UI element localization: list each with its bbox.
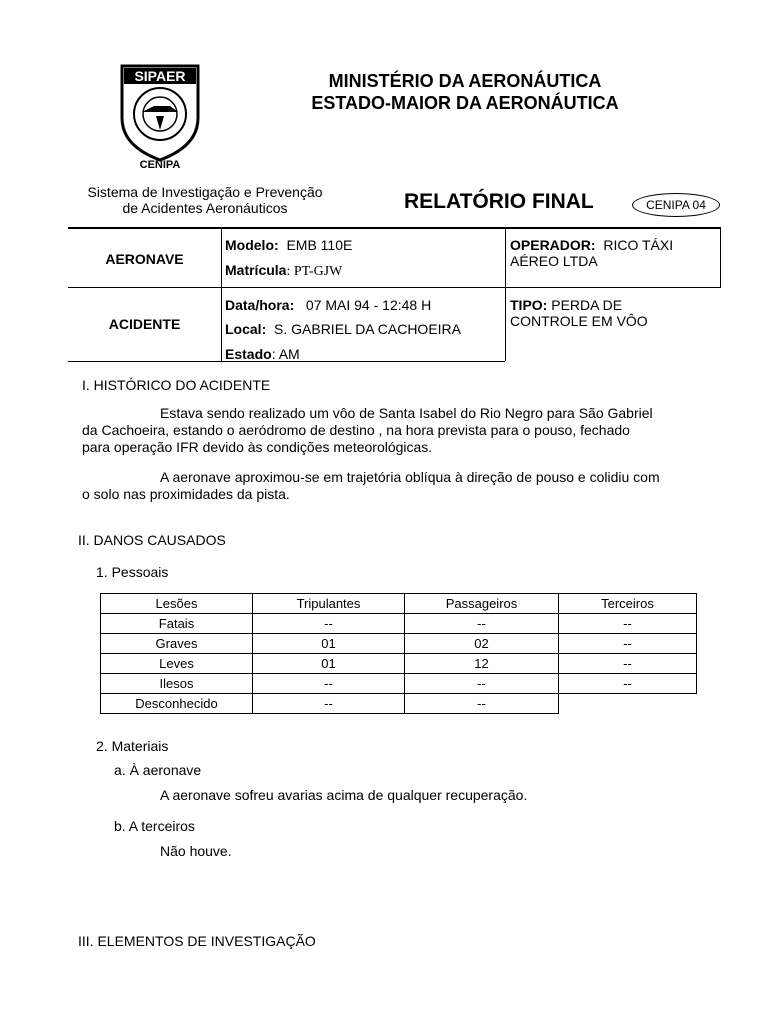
materiais-heading: 2. Materiais xyxy=(96,738,169,754)
section-1-title: I. HISTÓRICO DO ACIDENTE xyxy=(82,377,271,393)
table-row xyxy=(101,694,697,714)
section-3-title: III. ELEMENTOS DE INVESTIGAÇÃO xyxy=(78,933,316,949)
local-value: S. GABRIEL DA CACHOEIRA xyxy=(274,321,461,337)
table-cell: -- xyxy=(559,614,697,634)
table-header-row xyxy=(101,594,697,614)
matricula-label: Matrícula xyxy=(225,262,287,278)
table-cell: -- xyxy=(559,674,697,694)
table-cell: Leves xyxy=(101,654,253,674)
summary-mid-rule xyxy=(68,287,721,288)
summary-divider-2 xyxy=(505,228,506,361)
table-cell: 01 xyxy=(253,634,405,654)
tipo-value-2: CONTROLE EM VÔO xyxy=(510,313,648,329)
table-cell: Graves xyxy=(101,634,253,654)
injury-table xyxy=(100,593,697,714)
modelo-value: EMB 110E xyxy=(286,237,353,253)
table-cell: Fatais xyxy=(101,614,253,634)
ministry-heading xyxy=(240,70,690,114)
terceiros-subheading: b. A terceiros xyxy=(114,818,195,834)
table-cell: Ilesos xyxy=(101,674,253,694)
modelo-field xyxy=(225,237,352,253)
p1-line-1: Estava sendo realizado um vôo de Santa Isabel do Rio Negro para São Gabriel xyxy=(160,405,653,421)
table-cell: -- xyxy=(253,674,405,694)
summary-divider-1 xyxy=(221,228,222,361)
table-cell: -- xyxy=(559,654,697,674)
section-2-title: II. DANOS CAUSADOS xyxy=(78,532,226,548)
table-row xyxy=(101,614,697,634)
logo-bottom-text: CENIPA xyxy=(139,159,181,170)
datahora-label: Data/hora: xyxy=(225,297,295,313)
terceiros-damage-text: Não houve. xyxy=(160,843,232,859)
section-1-paragraph-2 xyxy=(82,469,716,503)
table-row xyxy=(101,634,697,654)
table-header-cell: Tripulantes xyxy=(253,594,405,614)
pessoais-heading: 1. Pessoais xyxy=(96,564,169,580)
cenipa-badge: CENIPA 04 xyxy=(632,193,720,217)
table-cell: -- xyxy=(405,694,559,714)
table-cell: -- xyxy=(559,634,697,654)
estado-field xyxy=(225,346,300,362)
modelo-label: Modelo: xyxy=(225,237,279,253)
acidente-label: ACIDENTE xyxy=(108,316,181,332)
table-header-cell: Lesões xyxy=(101,594,253,614)
operador-field xyxy=(510,237,715,269)
p1-line-3: para operação IFR devido às condições meteorológicas. xyxy=(82,439,433,455)
aeronave-label: AERONAVE xyxy=(105,251,184,267)
system-line-2: de Acidentes Aeronáuticos xyxy=(122,200,288,216)
table-cell: -- xyxy=(405,674,559,694)
summary-right-edge xyxy=(720,228,721,288)
aeronave-damage-text: A aeronave sofreu avarias acima de qualquer recuperação. xyxy=(160,787,528,803)
p1-line-2: da Cachoeira, estando o aeródromo de destino , na hora prevista para o pouso, fechado xyxy=(82,422,630,438)
summary-top-rule xyxy=(68,227,721,229)
matricula-value: : PT-GJW xyxy=(286,264,343,279)
tipo-label: TIPO: xyxy=(510,297,548,313)
table-cell: 01 xyxy=(253,654,405,674)
logo-top-text: SIPAER xyxy=(134,68,186,84)
section-1-paragraph-1 xyxy=(82,405,716,456)
table-cell: -- xyxy=(253,614,405,634)
table-cell: 02 xyxy=(405,634,559,654)
datahora-field xyxy=(225,297,431,313)
tipo-value-1: PERDA DE xyxy=(551,297,623,313)
table-cell: -- xyxy=(405,614,559,634)
table-row xyxy=(101,654,697,674)
report-title: RELATÓRIO FINAL xyxy=(404,190,594,213)
system-name xyxy=(70,184,340,216)
sipaer-cenipa-logo xyxy=(110,60,210,170)
estado-label: Estado xyxy=(225,346,272,362)
operador-label: OPERADOR: xyxy=(510,237,596,253)
table-row xyxy=(101,674,697,694)
local-field xyxy=(225,321,461,337)
tipo-field xyxy=(510,297,715,329)
p2-line-1: A aeronave aproximou-se em trajetória oblíqua à direção de pouso e colidiu com xyxy=(160,469,660,485)
p2-line-2: o solo nas proximidades da pista. xyxy=(82,486,290,502)
operador-value-1: RICO TÁXI xyxy=(603,237,674,253)
matricula-field xyxy=(225,262,342,280)
table-cell: Desconhecido xyxy=(101,694,253,714)
table-header-cell: Terceiros xyxy=(559,594,697,614)
ministry-line-2: ESTADO-MAIOR DA AERONÁUTICA xyxy=(311,93,619,113)
local-label: Local: xyxy=(225,321,267,337)
aeronave-subheading: a. À aeronave xyxy=(114,762,202,778)
ministry-line-1: MINISTÉRIO DA AERONÁUTICA xyxy=(328,71,602,91)
table-cell: 12 xyxy=(405,654,559,674)
datahora-value: 07 MAI 94 - 12:48 H xyxy=(305,297,432,313)
system-line-1: Sistema de Investigação e Prevenção xyxy=(87,184,323,200)
operador-value-2: AÉREO LTDA xyxy=(510,253,598,269)
table-header-cell: Passageiros xyxy=(405,594,559,614)
estado-value: : AM xyxy=(271,346,300,362)
table-cell: -- xyxy=(253,694,405,714)
table-cell-empty xyxy=(559,694,697,714)
